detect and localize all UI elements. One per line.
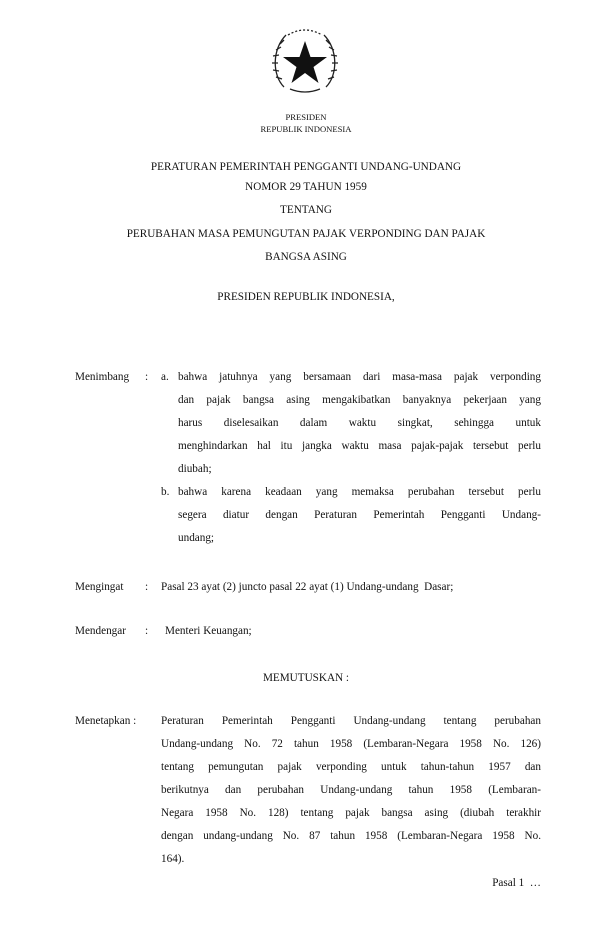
issuer: PRESIDEN REPUBLIK INDONESIA,	[217, 291, 395, 303]
menetapkan-line: berikutnya dan perubahan Undang-undang tahun 1958 (Lembaran-	[161, 784, 541, 796]
item-a-line: bahwa jatuhnya yang bersamaan dari masa-masa pajak verponding	[178, 371, 541, 383]
mengingat-text: Pasal 23 ayat (2) juncto pasal 22 ayat (1) Undang-undang Dasar;	[161, 581, 454, 593]
item-a-line: harus diselesaikan dalam waktu singkat, sehingga untuk	[178, 417, 541, 429]
title-line: BANGSA ASING	[265, 251, 347, 263]
item-b-line: undang;	[178, 532, 215, 544]
menimbang-colon: :	[145, 371, 149, 383]
item-b-line: bahwa karena keadaan yang memaksa perubahan tersebut perlu	[178, 486, 541, 498]
mengingat-colon: :	[145, 581, 149, 593]
menetapkan-label: Menetapkan :	[75, 715, 137, 727]
header-line-2: REPUBLIK INDONESIA	[260, 124, 352, 134]
garuda-star-emblem-icon	[270, 27, 340, 95]
mendengar-text: Menteri Keuangan;	[165, 625, 252, 637]
item-a-line: dan pajak bangsa asing mengakibatkan banyaknya pekerjaan yang	[178, 394, 541, 406]
menetapkan-line: Undang-undang No. 72 tahun 1958 (Lembaran-Negara 1958 No. 126)	[161, 738, 541, 750]
mendengar-colon: :	[145, 625, 149, 637]
menetapkan-line: Peraturan Pemerintah Pengganti Undang-undang tentang perubahan	[161, 715, 541, 727]
title-line: NOMOR 29 TAHUN 1959	[245, 181, 367, 193]
item-a-marker: a.	[161, 371, 169, 383]
continuation-footer: Pasal 1 …	[492, 877, 541, 889]
menetapkan-line: Negara 1958 No. 128) tentang pajak bangsa asing (diubah terakhir	[161, 807, 541, 819]
memutuskan-heading: MEMUTUSKAN :	[262, 672, 350, 684]
mengingat-label: Mengingat	[75, 581, 124, 593]
item-a-line: menghindarkan hal itu jangka waktu masa pajak-pajak tersebut perlu	[178, 440, 541, 452]
mendengar-label: Mendengar	[75, 625, 126, 637]
item-a-line: diubah;	[178, 463, 212, 475]
menetapkan-line: dengan undang-undang No. 87 tahun 1958 (Lembaran-Negara 1958 No.	[161, 830, 541, 842]
title-line: PERUBAHAN MASA PEMUNGUTAN PAJAK VERPONDING DAN PAJAK	[126, 228, 486, 240]
menetapkan-line: tentang pemungutan pajak verponding untuk tahun-tahun 1957 dan	[161, 761, 541, 773]
item-b-line: segera diatur dengan Peraturan Pemerintah Pengganti Undang-	[178, 509, 541, 521]
menimbang-label: Menimbang	[75, 371, 130, 383]
title-line: PERATURAN PEMERINTAH PENGGANTI UNDANG-UNDANG	[150, 161, 462, 173]
title-line: TENTANG	[280, 204, 332, 216]
menetapkan-line: 164).	[161, 853, 185, 865]
header-line-1: PRESIDEN	[285, 112, 327, 122]
item-b-marker: b.	[161, 486, 170, 498]
